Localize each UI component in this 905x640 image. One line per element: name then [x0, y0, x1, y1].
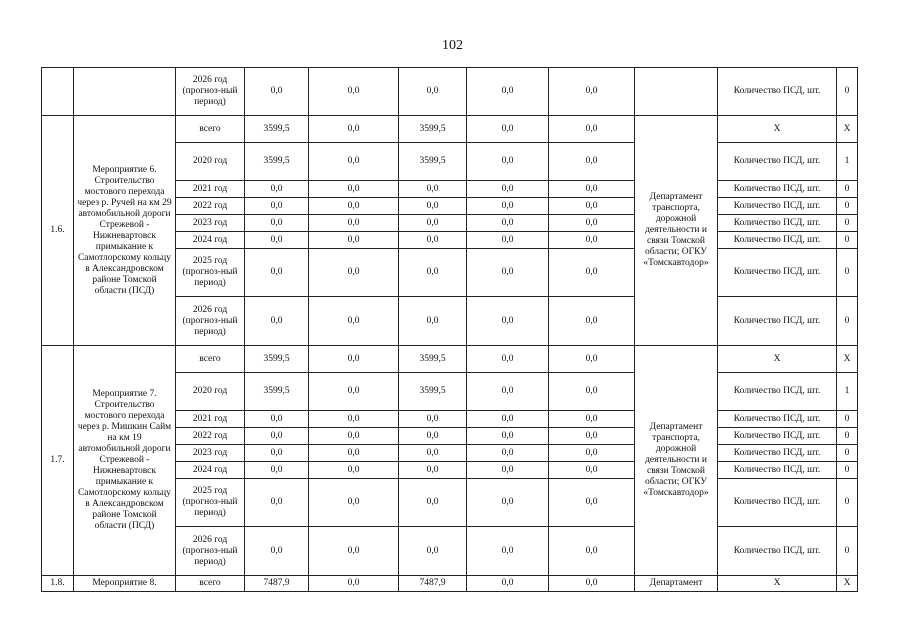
other-value: 0,0 [549, 346, 635, 373]
indicator-value: 0 [837, 215, 858, 232]
indicator-value: 0 [837, 232, 858, 249]
total-value: 0,0 [245, 462, 309, 479]
local-value: 0,0 [467, 428, 549, 445]
regional-value: 3599,5 [399, 116, 467, 143]
indicator-value: 1 [837, 143, 858, 181]
federal-value: 0,0 [309, 346, 399, 373]
period-cell: 2024 год [176, 462, 245, 479]
table-row [42, 68, 858, 116]
federal-value: 0,0 [309, 232, 399, 249]
indicator-value: 0 [837, 198, 858, 215]
period-cell: 2020 год [176, 143, 245, 181]
other-value: 0,0 [549, 527, 635, 576]
federal-value: 0,0 [309, 198, 399, 215]
federal-value: 0,0 [309, 181, 399, 198]
indicator-name: Количество ПСД, шт. [718, 411, 837, 428]
indicator-name: Количество ПСД, шт. [718, 181, 837, 198]
total-value: 0,0 [245, 428, 309, 445]
federal-value: 0,0 [309, 411, 399, 428]
total-value: 0,0 [245, 181, 309, 198]
regional-value: 0,0 [399, 232, 467, 249]
indicator-name: Х [718, 116, 837, 143]
regional-value: 3599,5 [399, 346, 467, 373]
other-value: 0,0 [549, 116, 635, 143]
federal-value: 0,0 [309, 249, 399, 297]
indicator-value: 0 [837, 68, 858, 116]
indicator-name: Количество ПСД, шт. [718, 143, 837, 181]
indicator-value: Х [837, 576, 858, 592]
period-cell: 2022 год [176, 198, 245, 215]
period-cell: 2021 год [176, 411, 245, 428]
period-cell: 2024 год [176, 232, 245, 249]
indicator-value: Х [837, 346, 858, 373]
period-cell: 2025 год (прогноз-ный период) [176, 249, 245, 297]
period-cell: 2026 год (прогноз-ный период) [176, 297, 245, 346]
total-value: 0,0 [245, 445, 309, 462]
indicator-value: 0 [837, 249, 858, 297]
period-cell: всего [176, 576, 245, 592]
regional-value: 0,0 [399, 428, 467, 445]
regional-value: 0,0 [399, 297, 467, 346]
local-value: 0,0 [467, 198, 549, 215]
other-value: 0,0 [549, 143, 635, 181]
local-value: 0,0 [467, 68, 549, 116]
indicator-name: Количество ПСД, шт. [718, 527, 837, 576]
row-number: 1.8. [42, 576, 74, 592]
period-cell: всего [176, 116, 245, 143]
measure-name: Мероприятие 8. [74, 576, 176, 592]
regional-value: 0,0 [399, 215, 467, 232]
total-value: 0,0 [245, 479, 309, 527]
indicator-name: Х [718, 576, 837, 592]
federal-value: 0,0 [309, 576, 399, 592]
regional-value: 0,0 [399, 181, 467, 198]
indicator-name: Количество ПСД, шт. [718, 445, 837, 462]
local-value: 0,0 [467, 232, 549, 249]
table-row [42, 116, 858, 143]
local-value: 0,0 [467, 346, 549, 373]
row-number: 1.6. [42, 116, 74, 346]
other-value: 0,0 [549, 68, 635, 116]
total-value: 3599,5 [245, 143, 309, 181]
period-cell: 2026 год (прогноз-ный период) [176, 68, 245, 116]
regional-value: 0,0 [399, 479, 467, 527]
row-number: 1.7. [42, 346, 74, 576]
period-cell: 2023 год [176, 215, 245, 232]
regional-value: 3599,5 [399, 143, 467, 181]
local-value: 0,0 [467, 411, 549, 428]
other-value: 0,0 [549, 411, 635, 428]
local-value: 0,0 [467, 527, 549, 576]
page-number: 102 [442, 38, 463, 53]
other-value: 0,0 [549, 576, 635, 592]
indicator-name: Количество ПСД, шт. [718, 68, 837, 116]
indicator-name: Количество ПСД, шт. [718, 479, 837, 527]
total-value: 0,0 [245, 198, 309, 215]
federal-value: 0,0 [309, 297, 399, 346]
period-cell: 2021 год [176, 181, 245, 198]
period-cell: всего [176, 346, 245, 373]
period-cell: 2026 год (прогноз-ный период) [176, 527, 245, 576]
total-value: 0,0 [245, 297, 309, 346]
total-value: 3599,5 [245, 346, 309, 373]
indicator-name: Количество ПСД, шт. [718, 232, 837, 249]
indicator-name: Количество ПСД, шт. [718, 198, 837, 215]
local-value: 0,0 [467, 116, 549, 143]
regional-value: 0,0 [399, 527, 467, 576]
local-value: 0,0 [467, 297, 549, 346]
indicator-name: Количество ПСД, шт. [718, 373, 837, 411]
indicator-name: Х [718, 346, 837, 373]
regional-value: 7487,9 [399, 576, 467, 592]
total-value: 3599,5 [245, 116, 309, 143]
indicator-value: 0 [837, 462, 858, 479]
other-value: 0,0 [549, 373, 635, 411]
indicator-value: 1 [837, 373, 858, 411]
other-value: 0,0 [549, 232, 635, 249]
measure-name [74, 68, 176, 116]
indicator-value: Х [837, 116, 858, 143]
federal-value: 0,0 [309, 373, 399, 411]
regional-value: 0,0 [399, 445, 467, 462]
other-value: 0,0 [549, 181, 635, 198]
period-cell: 2022 год [176, 428, 245, 445]
total-value: 0,0 [245, 411, 309, 428]
total-value: 0,0 [245, 232, 309, 249]
indicator-value: 0 [837, 479, 858, 527]
total-value: 7487,9 [245, 576, 309, 592]
indicator-value: 0 [837, 428, 858, 445]
other-value: 0,0 [549, 462, 635, 479]
local-value: 0,0 [467, 181, 549, 198]
indicator-name: Количество ПСД, шт. [718, 215, 837, 232]
local-value: 0,0 [467, 373, 549, 411]
local-value: 0,0 [467, 249, 549, 297]
other-value: 0,0 [549, 428, 635, 445]
indicator-name: Количество ПСД, шт. [718, 249, 837, 297]
measure-name: Мероприятие 6. Строительство мостового перехода через р. Ручей на км 29 автомобильной дороги Стрежевой - Нижневартовск примыкание к Самотлорскому кольцу в Александровском районе Томской области (ПСД) [74, 116, 176, 346]
total-value: 3599,5 [245, 373, 309, 411]
total-value: 0,0 [245, 215, 309, 232]
indicator-name: Количество ПСД, шт. [718, 428, 837, 445]
table-row [42, 576, 858, 592]
executor-cell: Департамент [635, 576, 718, 592]
indicator-value: 0 [837, 527, 858, 576]
total-value: 0,0 [245, 527, 309, 576]
executor-cell: Департамент транспорта, дорожной деятельности и связи Томской области; ОГКУ «Томскавтодор» [635, 116, 718, 346]
federal-value: 0,0 [309, 143, 399, 181]
federal-value: 0,0 [309, 215, 399, 232]
local-value: 0,0 [467, 462, 549, 479]
row-number [42, 68, 74, 116]
measure-name: Мероприятие 7. Строительство мостового перехода через р. Мишкин Сайм на км 19 автомобильной дороги Стрежевой - Нижневартовск примыкание к Самотлорскому кольцу в Александровском районе Томской области (ПСД) [74, 346, 176, 576]
federal-value: 0,0 [309, 116, 399, 143]
period-cell: 2025 год (прогноз-ный период) [176, 479, 245, 527]
federal-value: 0,0 [309, 68, 399, 116]
regional-value: 0,0 [399, 411, 467, 428]
regional-value: 0,0 [399, 462, 467, 479]
indicator-value: 0 [837, 297, 858, 346]
federal-value: 0,0 [309, 462, 399, 479]
period-cell: 2020 год [176, 373, 245, 411]
indicator-name: Количество ПСД, шт. [718, 297, 837, 346]
indicator-value: 0 [837, 181, 858, 198]
local-value: 0,0 [467, 143, 549, 181]
federal-value: 0,0 [309, 428, 399, 445]
executor-cell [635, 68, 718, 116]
other-value: 0,0 [549, 215, 635, 232]
total-value: 0,0 [245, 68, 309, 116]
local-value: 0,0 [467, 479, 549, 527]
other-value: 0,0 [549, 198, 635, 215]
other-value: 0,0 [549, 249, 635, 297]
regional-value: 0,0 [399, 249, 467, 297]
table-row [42, 346, 858, 373]
other-value: 0,0 [549, 297, 635, 346]
regional-value: 0,0 [399, 68, 467, 116]
indicator-value: 0 [837, 445, 858, 462]
federal-value: 0,0 [309, 479, 399, 527]
other-value: 0,0 [549, 445, 635, 462]
regional-value: 3599,5 [399, 373, 467, 411]
indicator-value: 0 [837, 411, 858, 428]
executor-cell: Департамент транспорта, дорожной деятельности и связи Томской области; ОГКУ «Томскавтодор» [635, 346, 718, 576]
regional-value: 0,0 [399, 198, 467, 215]
federal-value: 0,0 [309, 527, 399, 576]
program-table [41, 67, 858, 592]
total-value: 0,0 [245, 249, 309, 297]
local-value: 0,0 [467, 445, 549, 462]
period-cell: 2023 год [176, 445, 245, 462]
federal-value: 0,0 [309, 445, 399, 462]
local-value: 0,0 [467, 215, 549, 232]
local-value: 0,0 [467, 576, 549, 592]
indicator-name: Количество ПСД, шт. [718, 462, 837, 479]
other-value: 0,0 [549, 479, 635, 527]
